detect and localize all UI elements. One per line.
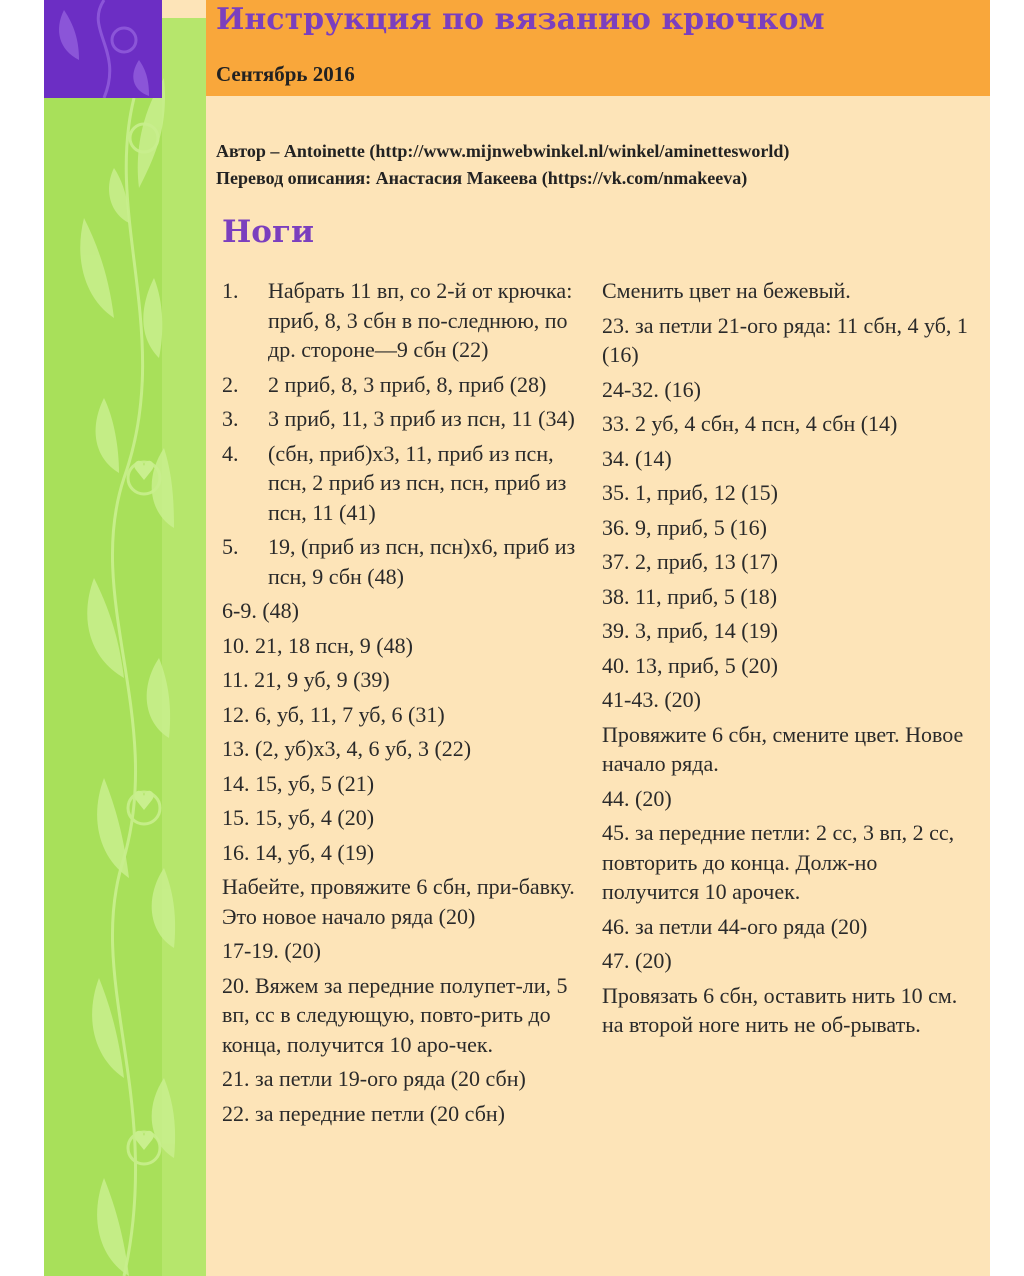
instruction-row: 46. за петли 44-ого ряда (20) [602, 913, 868, 939]
list-item-text: (сбн, приб)х3, 11, приб из псн, псн, 2 приб из псн, псн, приб из псн, 11 (41) [268, 440, 567, 525]
credits-block [216, 138, 789, 192]
instruction-row: 33. 2 уб, 4 сбн, 4 псн, 4 сбн (14) [602, 411, 898, 436]
instruction-row: 34. (14) [602, 445, 672, 471]
floral-ornament-icon [44, 0, 162, 98]
list-item-number: 2. [222, 371, 239, 397]
document-date: Сентябрь 2016 [216, 62, 355, 86]
instruction-row: 12. 6, уб, 11, 7 уб, 6 (31) [222, 701, 445, 727]
instruction-row: 35. 1, приб, 12 (15) [602, 480, 778, 505]
instruction-row: 13. (2, уб)х3, 4, 6 уб, 3 (22) [222, 736, 472, 761]
list-item [222, 532, 592, 591]
instruction-row: 16. 14, уб, 4 (19) [222, 839, 375, 865]
instruction-row: 36. 9, приб, 5 (16) [602, 514, 767, 540]
instruction-row: 38. 11, приб, 5 (18) [602, 583, 778, 609]
list-item-number: 1. [222, 278, 239, 303]
author-credit: Автор – Antoinette (http://www.mijnwebwinkel.nl/winkel/aminettesworld) [216, 141, 790, 161]
list-item-text: 19, (приб из псн, псн)х6, приб из псн, 9 сбн (48) [268, 534, 576, 589]
list-item-number: 3. [222, 406, 239, 431]
instruction-row: 47. (20) [602, 948, 672, 973]
instruction-row: 45. за передние петли: 2 сс, 3 вп, 2 сс, повторить до конца. Долж-но получится 10 арочек. [602, 820, 955, 904]
section-title: Ноги [222, 214, 314, 250]
list-item-text: 3 приб, 11, 3 приб из псн, 11 (34) [268, 406, 575, 431]
instruction-row: Провязать 6 сбн, оставить нить 10 см. на второй ноге нить не об-рывать. [602, 982, 958, 1037]
instruction-row: 10. 21, 18 псн, 9 (48) [222, 632, 413, 658]
instruction-row: 17-19. (20) [222, 938, 321, 963]
instruction-row: Набейте, провяжите 6 сбн, при-бавку. Это новое начало ряда (20) [222, 874, 575, 929]
instructions-right-column [602, 276, 974, 1045]
list-item-number: 4. [222, 440, 239, 466]
list-item-number: 5. [222, 534, 239, 559]
instruction-row: 24-32. (16) [602, 376, 701, 402]
instruction-row: 39. 3, приб, 14 (19) [602, 618, 778, 643]
instruction-row: 20. Вяжем за передние полупет-ли, 5 вп, сс в следующую, повто-рить до конца, получится 10 аро-чек. [222, 972, 568, 1057]
instruction-row: 40. 13, приб, 5 (20) [602, 652, 778, 678]
list-item-text: 2 приб, 8, 3 приб, 8, приб (28) [268, 371, 547, 397]
instruction-row: 6-9. (48) [222, 598, 299, 623]
instruction-row: 14. 15, уб, 5 (21) [222, 770, 375, 796]
document-title: Инструкция по вязанию крючком [216, 2, 825, 37]
instruction-row: 15. 15, уб, 4 (20) [222, 805, 375, 830]
sidebar-top-block [44, 0, 162, 98]
instruction-row: 11. 21, 9 уб, 9 (39) [222, 667, 390, 692]
list-item [222, 404, 592, 434]
instruction-row: 41-43. (20) [602, 687, 701, 712]
translation-credit: Перевод описания: Анастасия Макеева (https://vk.com/nmakeeva) [216, 168, 748, 188]
instruction-row: 21. за петли 19-ого ряда (20 сбн) [222, 1066, 526, 1091]
instruction-row: Провяжите 6 сбн, смените цвет. Новое начало ряда. [602, 721, 964, 776]
instruction-row: Сменить цвет на бежевый. [602, 278, 851, 303]
decorative-sidebar [44, 18, 206, 1276]
instruction-row: 44. (20) [602, 785, 672, 811]
list-item [222, 439, 592, 528]
list-item [222, 370, 592, 400]
list-item [222, 276, 592, 365]
instruction-row: 37. 2, приб, 13 (17) [602, 549, 778, 574]
instruction-row: 22. за передние петли (20 сбн) [222, 1100, 505, 1126]
list-item-text: Набрать 11 вп, со 2-й от крючка: приб, 8, 3 сбн в по-следнюю, по др. стороне—9 сбн (22) [268, 278, 573, 362]
instructions-left-column [222, 276, 592, 1133]
floral-pattern-icon [44, 18, 206, 1276]
instruction-row: 23. за петли 21-ого ряда: 11 сбн, 4 уб, 1 (16) [602, 312, 968, 367]
